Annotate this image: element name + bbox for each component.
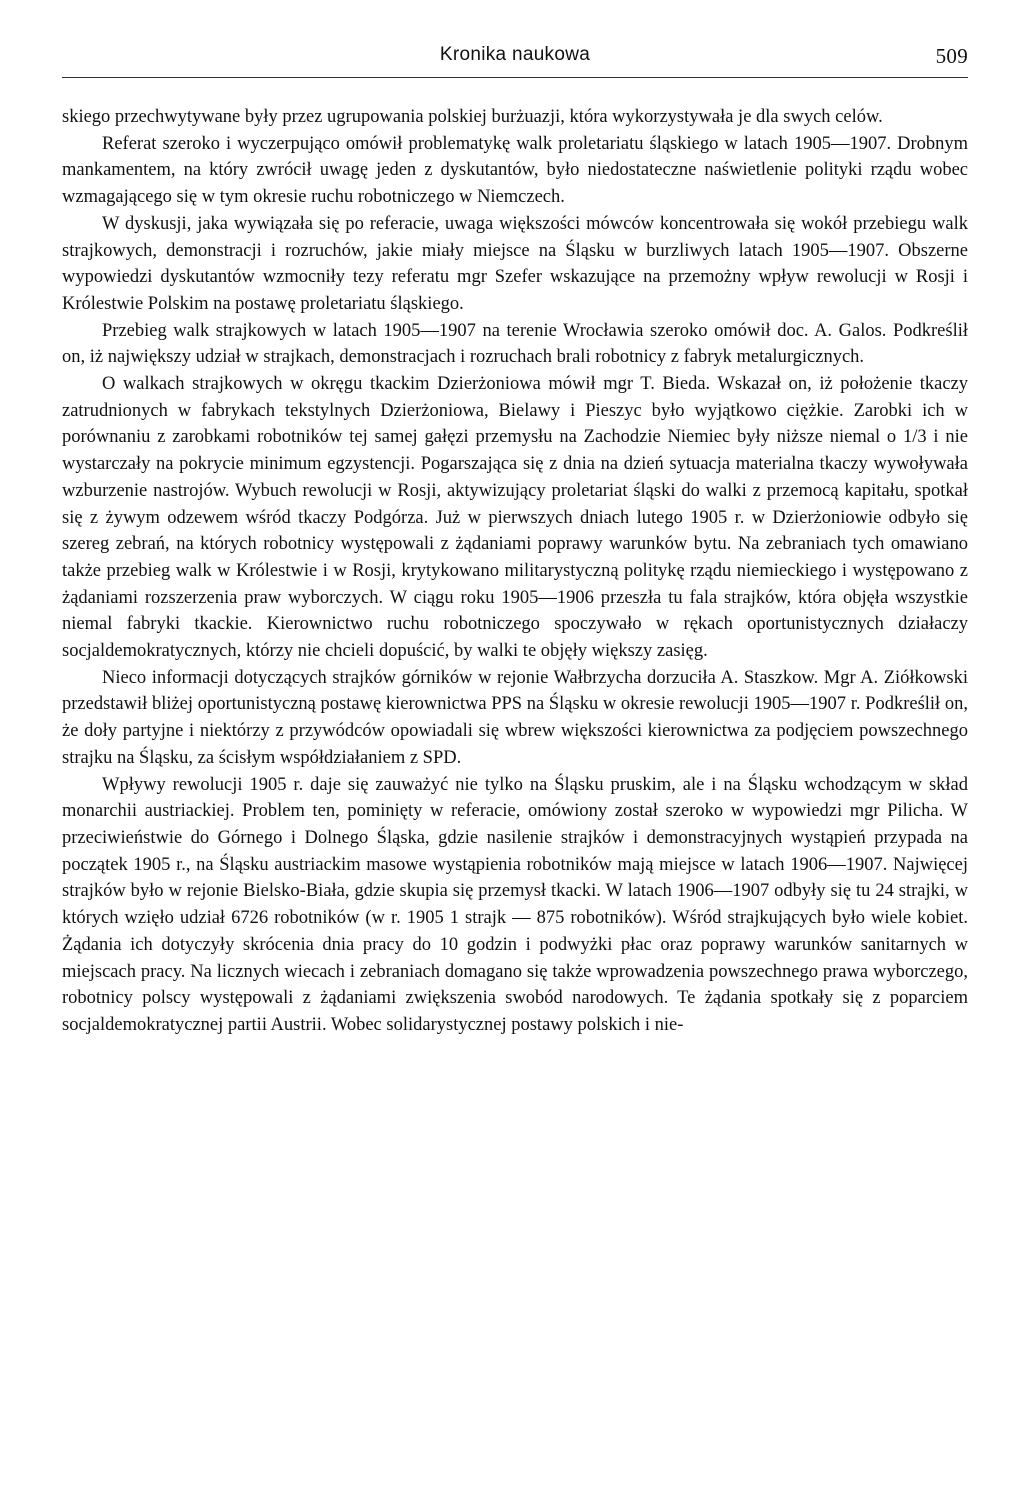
paragraph: Przebieg walk strajkowych w latach 1905—1907 na terenie Wrocławia szeroko omówił doc. A. Galos. Podkreślił on, iż największy udział w strajkach, demonstracjach i rozruchach brali robotnicy z fabryk metalurgicznych. [62, 320, 968, 368]
running-title: Kronika naukowa [439, 44, 591, 65]
paragraph: O walkach strajkowych w okręgu tkackim Dzierżoniowa mówił mgr T. Bieda. Wskazał on, iż położenie tkaczy zatrudnionych w fabrykach tekstylnych Dzierżoniowa, Bielawy i Pieszyc było wyjątkowo ciężkie. Zarobki ich w porównaniu z zarobkami robotników tej samej gałęzi przemysłu na Zachodzie Niemiec były niższe niemal o 1/3 i nie wystarczały na pokrycie minimum egzystencji. Pogarszająca się z dnia na dzień sytuacja materialna tkaczy wywoływała wzburzenie nastrojów. Wybuch rewolucji w Rosji, aktywizujący proletariat śląski do walki z przemocą kapitału, spotkał się z żywym odzewem wśród tkaczy Podgórza. Już w pierwszych dniach lutego 1905 r. w Dzierżoniowie odbyło się szereg zebrań, na których robotnicy występowali z żądaniami poprawy warunków bytu. Na zebraniach tych omawiano także przebieg walk w Królestwie i w Rosji, krytykowano militarystyczną politykę rządu niemieckiego i występowano z żądaniami rozszerzenia praw wyborczych. W ciągu roku 1905—1906 przeszła tu fala strajków, która objęła wszystkie niemal fabryki tkackie. Kierownictwo ruchu robotniczego spoczywało w rękach oportunistycznych działaczy socjaldemokratycznych, którzy nie chcieli dopuścić, by walki te objęły większy zasięg. [62, 374, 968, 662]
paragraph: Referat szeroko i wyczerpująco omówił problematykę walk proletariatu śląskiego w latach 1905—1907. Drobnym mankamentem, na który zwrócił uwagę jeden z dyskutantów, było niedostateczne naświetlenie polityki rządu wobec wzmagającego się w tym okresie ruchu robotniczego w Niemczech. [62, 133, 968, 208]
header-rule [62, 77, 968, 78]
body-text [62, 104, 968, 1039]
paragraph: Wpływy rewolucji 1905 r. daje się zauważyć nie tylko na Śląsku pruskim, ale i na Śląsku wchodzącym w skład monarchii austriackiej. Problem ten, pominięty w referacie, omówiony został szeroko w wypowiedzi mgr Pilicha. W przeciwieństwie do Górnego i Dolnego Śląska, gdzie nasilenie strajków i demonstracyjnych wystąpień przypada na początek 1905 r., na Śląsku austriackim masowe wystąpienia robotników mają miejsce w latach 1906—1907. Najwięcej strajków było w rejonie Bielsko-Biała, gdzie skupia się przemysł tkacki. W latach 1906—1907 odbyły się tu 24 strajki, w których wzięło udział 6726 robotników (w r. 1905 1 strajk — 875 robotników). Wśród strajkujących było wiele kobiet. Żądania ich dotyczyły skrócenia dnia pracy do 10 godzin i podwyżki płac oraz poprawy warunków sanitarnych w miejscach pracy. Na licznych wiecach i zebraniach domagano się także wprowadzenia powszechnego prawa wyborczego, robotnicy polscy występowali z żądaniami zwiększenia swobód narodowych. Te żądania spotkały się z poparciem socjaldemokratycznej partii Austrii. Wobec solidarystycznej postawy polskich i nie- [62, 774, 968, 1035]
page-number: 509 [935, 44, 968, 68]
paragraph: Nieco informacji dotyczących strajków górników w rejonie Wałbrzycha dorzuciła A. Staszkow. Mgr A. Ziółkowski przedstawił bliżej oportunistyczną postawę kierownictwa PPS na Śląsku w okresie rewolucji 1905—1907 r. Podkreślił on, że doły partyjne i niektórzy z przywódców opowiadali się wbrew większości kierownictwa za podjęciem powszechnego strajku na Śląsku, za ścisłym współdziałaniem z SPD. [62, 667, 968, 768]
paragraph: W dyskusji, jaka wywiązała się po referacie, uwaga większości mówców koncentrowała się wokół przebiegu walk strajkowych, demonstracji i rozruchów, jakie miały miejsce na Śląsku w burzliwych latach 1905—1907. Obszerne wypowiedzi dyskutantów wzmocniły tezy referatu mgr Szefer wskazujące na przemożny wpływ rewolucji w Rosji i Królestwie Polskim na postawę proletariatu śląskiego. [62, 213, 968, 314]
running-head [62, 44, 968, 70]
document-page [62, 0, 968, 1502]
paragraph-continued: skiego przechwytywane były przez ugrupowania polskiej burżuazji, która wykorzystywała je dla swych celów. [62, 107, 883, 127]
